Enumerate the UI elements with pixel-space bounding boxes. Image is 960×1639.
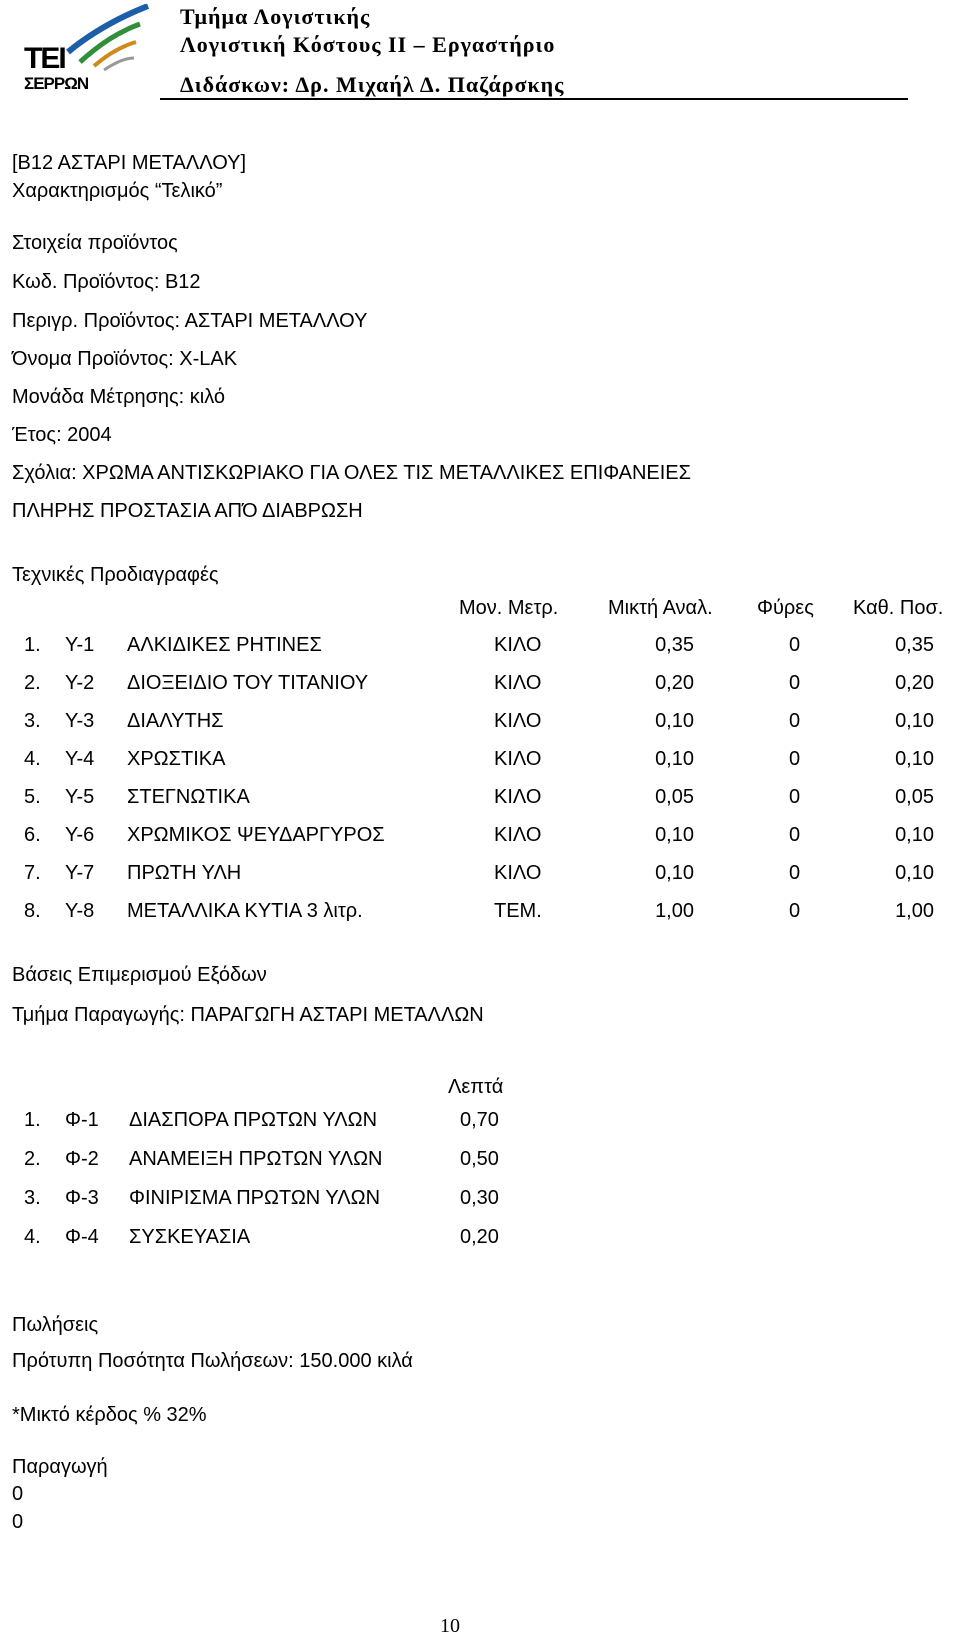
row-number: 2. [24, 1148, 41, 1170]
row-waste: 0 [789, 634, 801, 656]
logo-emblem-icon [60, 4, 150, 74]
row-number: 3. [24, 710, 41, 732]
production-value: 0 [12, 1511, 24, 1533]
logo-text-tei: ΤΕΙ [24, 42, 65, 75]
product-tag: [Β12 ΑΣΤΑΡΙ ΜΕΤΑΛΛΟΥ] [12, 152, 247, 174]
row-net: 1,00 [895, 900, 934, 922]
row-code: Φ-4 [65, 1226, 99, 1248]
row-net: 0,10 [895, 748, 934, 770]
row-number: 1. [24, 634, 41, 656]
row-name: ΧΡΩΣΤΙΚΑ [127, 748, 226, 770]
row-minutes: 0,70 [460, 1109, 499, 1131]
row-gross: 0,10 [655, 824, 694, 846]
row-net: 0,10 [895, 710, 934, 732]
sales-standard-quantity: Πρότυπη Ποσότητα Πωλήσεων: 150.000 κιλά [12, 1350, 413, 1372]
page-header [0, 0, 960, 100]
row-name: ΦΙΝΙΡΙΣΜΑ ΠΡΩΤΩΝ ΥΛΩΝ [129, 1187, 381, 1209]
specs-header-net: Καθ. Ποσ. [853, 597, 944, 619]
row-code: Φ-3 [65, 1187, 99, 1209]
product-comments-line1: Σχόλια: ΧΡΩΜΑ ΑΝΤΙΣΚΩΡΙΑΚΟ ΓΙΑ ΟΛΕΣ ΤΙΣ ΜΕΤΑΛΛΙΚΕΣ ΕΠΙΦΑΝΕΙΕΣ [12, 462, 692, 484]
row-name: ΑΝΑΜΕΙΞΗ ΠΡΩΤΩΝ ΥΛΩΝ [129, 1148, 383, 1170]
logo-text-serron: ΣΕΡΡΩΝ [24, 74, 89, 93]
row-code: Υ-7 [65, 862, 95, 884]
gross-profit-note: *Μικτό κέρδος % 32% [12, 1404, 207, 1426]
row-unit: ΤΕΜ. [494, 900, 542, 922]
row-number: 3. [24, 1187, 41, 1209]
row-code: Υ-6 [65, 824, 95, 846]
row-waste: 0 [789, 748, 801, 770]
row-waste: 0 [789, 824, 801, 846]
row-gross: 0,35 [655, 634, 694, 656]
row-unit: ΚΙΛΟ [494, 634, 542, 656]
product-unit: Μονάδα Μέτρησης: κιλό [12, 386, 226, 408]
row-code: Φ-1 [65, 1109, 99, 1131]
row-gross: 0,20 [655, 672, 694, 694]
row-unit: ΚΙΛΟ [494, 672, 542, 694]
row-name: ΧΡΩΜΙΚΟΣ ΨΕΥΔΑΡΓΥΡΟΣ [127, 824, 385, 846]
row-name: ΑΛΚΙΔΙΚΕΣ ΡΗΤΙΝΕΣ [127, 634, 322, 656]
row-name: ΣΥΣΚΕΥΑΣΙΑ [129, 1226, 251, 1248]
row-code: Φ-2 [65, 1148, 99, 1170]
product-description: Περιγρ. Προϊόντος: ΑΣΤΑΡΙ ΜΕΤΑΛΛΟΥ [12, 310, 368, 332]
product-year: Έτος: 2004 [12, 424, 112, 446]
row-name: ΠΡΩΤΗ ΥΛΗ [127, 862, 242, 884]
product-section-title: Στοιχεία προϊόντος [12, 232, 178, 254]
row-name: ΔΙΟΞΕΙΔΙΟ ΤΟΥ ΤΙΤΑΝΙΟΥ [127, 672, 369, 694]
product-comments-line2: ΠΛΗΡΗΣ ΠΡΟΣΤΑΣΙΑ ΑΠΌ ΔΙΑΒΡΩΣΗ [12, 500, 363, 522]
row-minutes: 0,30 [460, 1187, 499, 1209]
allocation-department: Τμήμα Παραγωγής: ΠΑΡΑΓΩΓΗ ΑΣΤΑΡΙ ΜΕΤΑΛΛΩΝ [12, 1004, 484, 1026]
row-number: 8. [24, 900, 41, 922]
tei-serron-logo [20, 4, 150, 96]
row-minutes: 0,20 [460, 1226, 499, 1248]
row-net: 0,10 [895, 824, 934, 846]
row-number: 6. [24, 824, 41, 846]
row-minutes: 0,50 [460, 1148, 499, 1170]
allocation-title: Βάσεις Επιμερισμού Εξόδων [12, 964, 267, 986]
product-characterization: Χαρακτηρισμός “Τελικό” [12, 180, 223, 202]
row-unit: ΚΙΛΟ [494, 710, 542, 732]
specs-header-waste: Φύρες [757, 597, 814, 619]
production-title: Παραγωγή [12, 1456, 108, 1478]
row-number: 2. [24, 672, 41, 694]
specs-title: Τεχνικές Προδιαγραφές [12, 564, 219, 586]
row-number: 4. [24, 748, 41, 770]
row-code: Υ-2 [65, 672, 95, 694]
row-net: 0,20 [895, 672, 934, 694]
row-waste: 0 [789, 710, 801, 732]
page-number: 10 [440, 1615, 460, 1637]
row-gross: 0,10 [655, 862, 694, 884]
row-gross: 0,05 [655, 786, 694, 808]
row-unit: ΚΙΛΟ [494, 862, 542, 884]
department-title: Τμήμα Λογιστικής [180, 4, 371, 29]
product-name: Όνομα Προϊόντος: X-LAK [12, 348, 238, 370]
row-net: 0,35 [895, 634, 934, 656]
row-name: ΜΕΤΑΛΛΙΚΑ ΚΥΤΙΑ 3 λιτρ. [127, 900, 363, 922]
row-waste: 0 [789, 786, 801, 808]
instructor-line: Διδάσκων: Δρ. Μιχαήλ Δ. Παζάρσκης [180, 72, 565, 97]
row-code: Υ-1 [65, 634, 95, 656]
row-unit: ΚΙΛΟ [494, 748, 542, 770]
sales-title: Πωλήσεις [12, 1314, 99, 1336]
row-name: ΔΙΑΣΠΟΡΑ ΠΡΩΤΩΝ ΥΛΩΝ [129, 1109, 378, 1131]
row-gross: 0,10 [655, 710, 694, 732]
header-divider [160, 98, 908, 100]
row-gross: 0,10 [655, 748, 694, 770]
row-name: ΣΤΕΓΝΩΤΙΚΑ [127, 786, 250, 808]
row-waste: 0 [789, 862, 801, 884]
row-number: 5. [24, 786, 41, 808]
row-name: ΔΙΑΛΥΤΗΣ [127, 710, 224, 732]
specs-header-unit: Μον. Μετρ. [459, 597, 559, 619]
row-unit: ΚΙΛΟ [494, 786, 542, 808]
course-title: Λογιστική Κόστους ΙΙ – Εργαστήριο [180, 32, 556, 57]
row-code: Υ-3 [65, 710, 95, 732]
production-value: 0 [12, 1483, 24, 1505]
row-unit: ΚΙΛΟ [494, 824, 542, 846]
row-code: Υ-4 [65, 748, 95, 770]
allocation-minutes-header: Λεπτά [448, 1076, 504, 1098]
row-code: Υ-5 [65, 786, 95, 808]
row-waste: 0 [789, 900, 801, 922]
row-code: Υ-8 [65, 900, 95, 922]
product-code: Κωδ. Προϊόντος: Β12 [12, 271, 201, 293]
row-number: 7. [24, 862, 41, 884]
row-number: 4. [24, 1226, 41, 1248]
row-waste: 0 [789, 672, 801, 694]
specs-header-gross: Μικτή Αναλ. [608, 597, 713, 619]
row-number: 1. [24, 1109, 41, 1131]
row-net: 0,05 [895, 786, 934, 808]
row-gross: 1,00 [655, 900, 694, 922]
row-net: 0,10 [895, 862, 934, 884]
